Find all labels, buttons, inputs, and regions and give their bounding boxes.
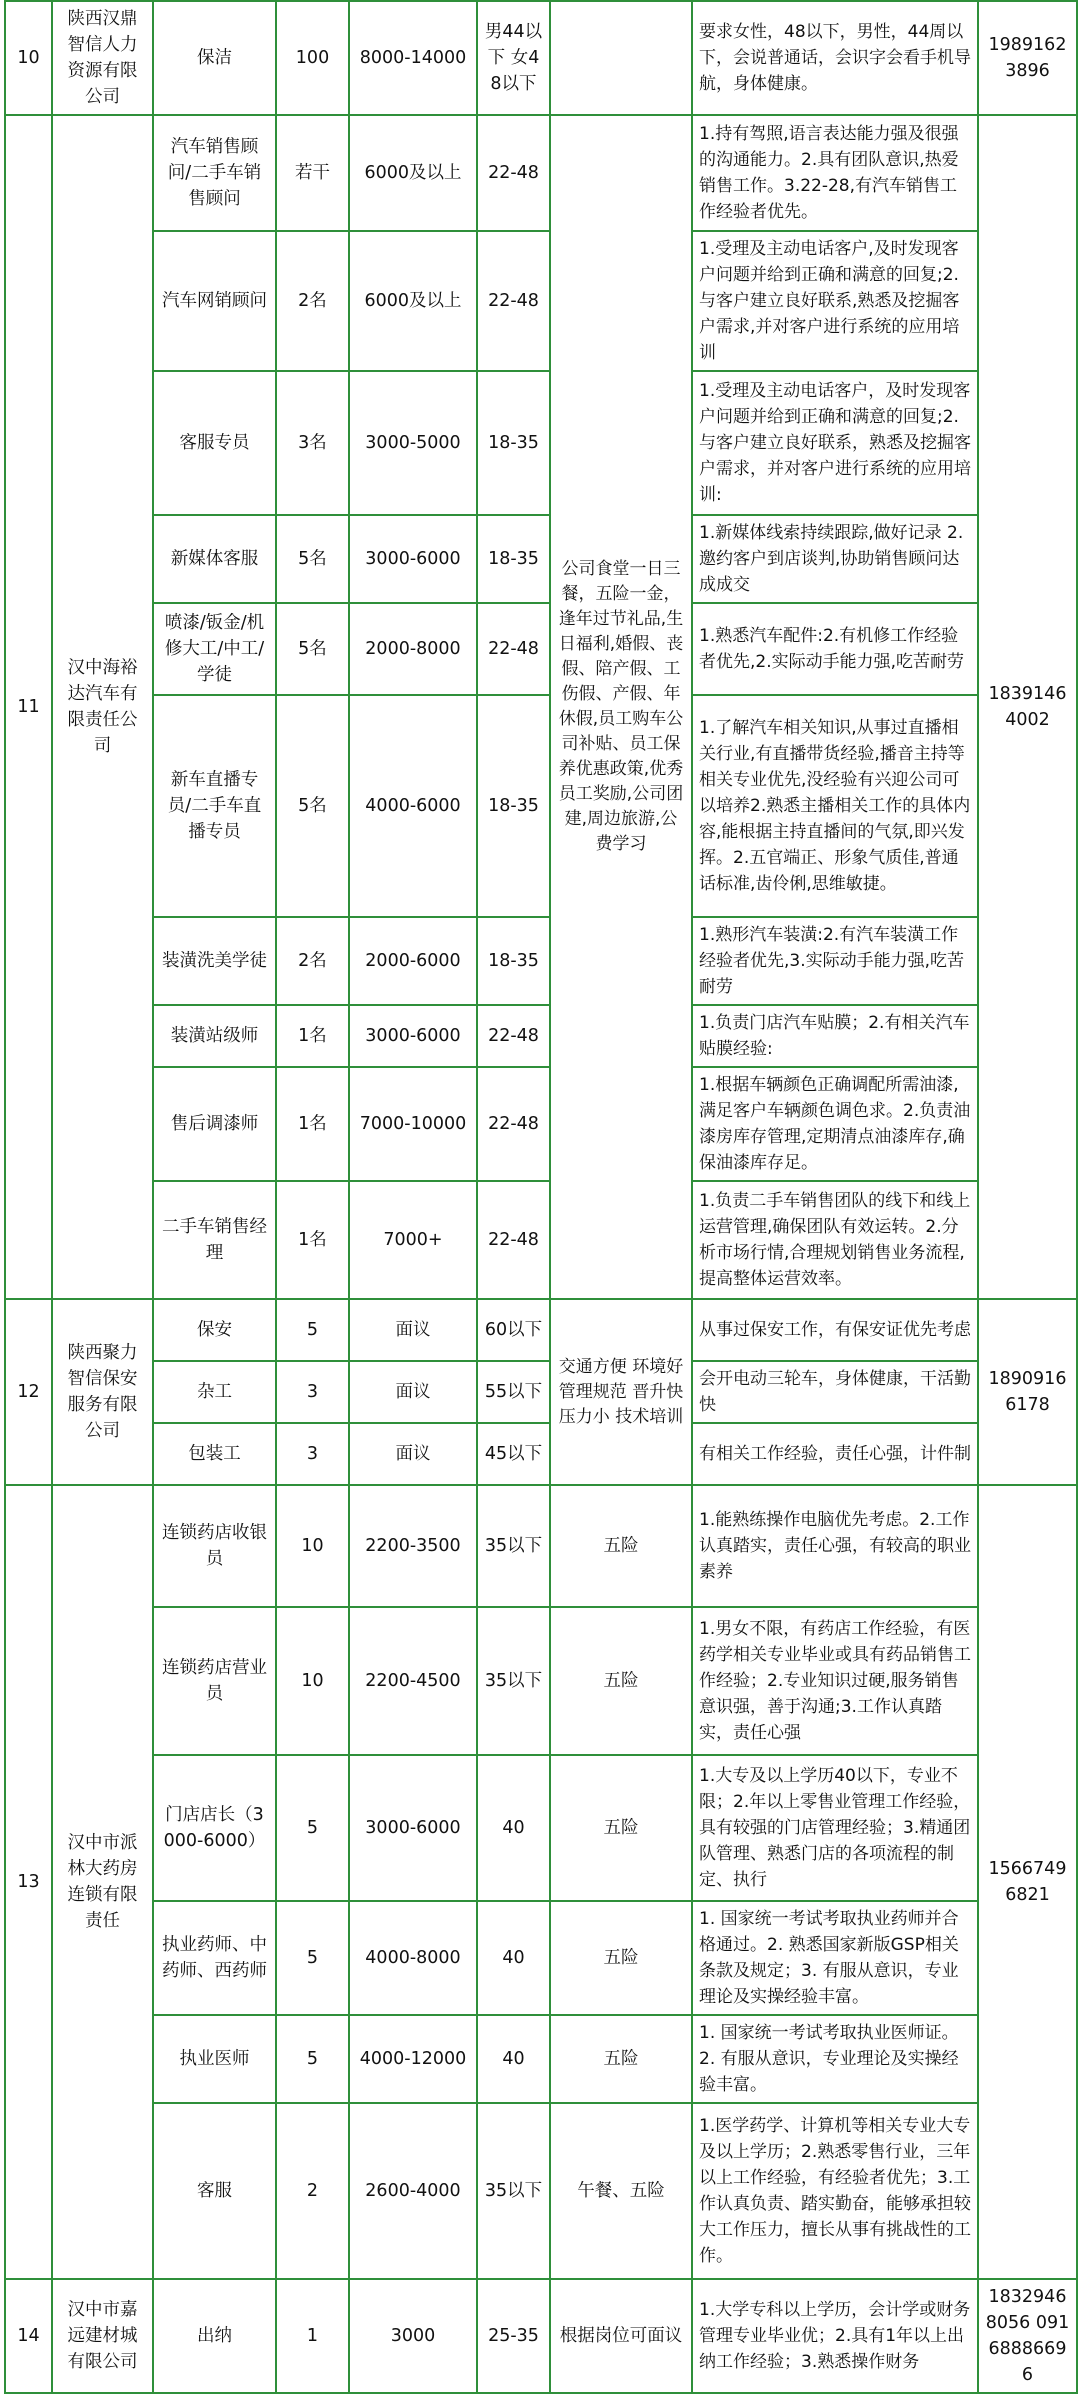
post-cell: 客服专员 bbox=[153, 371, 276, 515]
age-cell: 18-35 bbox=[477, 371, 550, 515]
count-cell: 2 bbox=[276, 2103, 349, 2279]
table-row bbox=[5, 1607, 1077, 1755]
post-cell: 新车直播专员/二手车直播专员 bbox=[153, 695, 276, 917]
row-number: 12 bbox=[5, 1299, 52, 1485]
table-row bbox=[5, 371, 1077, 515]
requirement-cell: 1.熟悉汽车配件:2.有机修工作经验者优先,2.实际动手能力强,吃苦耐劳 bbox=[692, 603, 978, 695]
requirement-cell: 要求女性，48以下，男性，44周以下，会说普通话，会识字会看手机导航，身体健康。 bbox=[692, 1, 978, 115]
age-cell: 40 bbox=[477, 2015, 550, 2103]
recruitment-table bbox=[4, 0, 1078, 2394]
age-cell: 60以下 bbox=[477, 1299, 550, 1361]
salary-cell: 2200-3500 bbox=[349, 1485, 477, 1607]
age-cell: 18-35 bbox=[477, 695, 550, 917]
phone-cell: 18329468056 09168886696 bbox=[978, 2279, 1077, 2393]
count-cell: 5名 bbox=[276, 695, 349, 917]
age-cell: 22-48 bbox=[477, 115, 550, 231]
requirement-cell: 1.受理及主动电话客户，及时发现客户问题并给到正确和满意的回复;2.与客户建立良好联系，熟悉及挖掘客户需求，并对客户进行系统的应用培训: bbox=[692, 371, 978, 515]
requirement-cell: 1. 国家统一考试考取执业医师证。2. 有服从意识，专业理论及实操经验丰富。 bbox=[692, 2015, 978, 2103]
requirement-cell: 1.熟形汽车装潢:2.有汽车装潢工作经验者优先,3.实际动手能力强,吃苦耐劳 bbox=[692, 917, 978, 1005]
age-cell: 22-48 bbox=[477, 1067, 550, 1181]
table-row bbox=[5, 1485, 1077, 1607]
age-cell: 25-35 bbox=[477, 2279, 550, 2393]
age-cell: 40 bbox=[477, 1755, 550, 1901]
benefits-cell: 五险 bbox=[550, 1607, 692, 1755]
count-cell: 1名 bbox=[276, 1067, 349, 1181]
count-cell: 3 bbox=[276, 1423, 349, 1485]
row-number: 14 bbox=[5, 2279, 52, 2393]
post-cell: 出纳 bbox=[153, 2279, 276, 2393]
salary-cell: 3000 bbox=[349, 2279, 477, 2393]
table-row bbox=[5, 1901, 1077, 2015]
age-cell: 35以下 bbox=[477, 1485, 550, 1607]
benefits-cell: 五险 bbox=[550, 1485, 692, 1607]
post-text: 喷漆/钣金/机修大工/中工/学徒 bbox=[164, 613, 265, 685]
salary-cell: 2200-4500 bbox=[349, 1607, 477, 1755]
salary-cell: 3000-6000 bbox=[349, 1755, 477, 1901]
age-cell: 45以下 bbox=[477, 1423, 550, 1485]
salary-cell: 面议 bbox=[349, 1423, 477, 1485]
post-cell: 装潢洗美学徒 bbox=[153, 917, 276, 1005]
post-cell: 包装工 bbox=[153, 1423, 276, 1485]
requirement-cell: 从事过保安工作，有保安证优先考虑 bbox=[692, 1299, 978, 1361]
requirement-cell: 1.男女不限，有药店工作经验，有医药学相关专业毕业或具有药品销售工作经验；2.专业知识过硬,服务销售意识强，善于沟通;3.工作认真踏实，责任心强 bbox=[692, 1607, 978, 1755]
post-cell: 客服 bbox=[153, 2103, 276, 2279]
table-row bbox=[5, 1299, 1077, 1361]
post-cell: 保安 bbox=[153, 1299, 276, 1361]
salary-cell: 2600-4000 bbox=[349, 2103, 477, 2279]
salary-cell: 4000-8000 bbox=[349, 1901, 477, 2015]
requirement-cell: 会开电动三轮车，身体健康，干活勤快 bbox=[692, 1361, 978, 1423]
table-row bbox=[5, 2015, 1077, 2103]
age-cell: 55以下 bbox=[477, 1361, 550, 1423]
benefits-cell: 公司食堂一日三餐，五险一金，逢年过节礼品,生日福利,婚假、丧假、陪产假、工伤假、产假、年休假,员工购车公司补贴、员工保养优惠政策,优秀员工奖励,公司团建,周边旅游,公费学习 bbox=[550, 115, 692, 1299]
table-row bbox=[5, 2103, 1077, 2279]
table-row bbox=[5, 1361, 1077, 1423]
row-number: 11 bbox=[5, 115, 52, 1299]
age-cell: 男44以下 女48以下 bbox=[477, 1, 550, 115]
requirement-cell: 1.根据车辆颜色正确调配所需油漆,满足客户车辆颜色调色求。2.负责油漆房库存管理,定期清点油漆库存,确保油漆库存足。 bbox=[692, 1067, 978, 1181]
benefits-cell: 午餐、五险 bbox=[550, 2103, 692, 2279]
age-cell: 35以下 bbox=[477, 2103, 550, 2279]
post-cell: 新媒体客服 bbox=[153, 515, 276, 603]
salary-cell: 6000及以上 bbox=[349, 231, 477, 371]
age-cell: 18-35 bbox=[477, 917, 550, 1005]
count-cell: 若干 bbox=[276, 115, 349, 231]
requirement-cell: 1.医学药学、计算机等相关专业大专及以上学历；2.熟悉零售行业，三年以上工作经验，有经验者优先；3.工作认真负责、踏实勤奋，能够承担较大工作压力，擅长从事有挑战性的工作。 bbox=[692, 2103, 978, 2279]
requirement-cell: 1.能熟练操作电脑优先考虑。2.工作认真踏实，责任心强，有较高的职业素养 bbox=[692, 1485, 978, 1607]
benefits-cell: 根据岗位可面议 bbox=[550, 2279, 692, 2393]
table-row bbox=[5, 515, 1077, 603]
salary-cell: 2000-8000 bbox=[349, 603, 477, 695]
count-cell: 5 bbox=[276, 2015, 349, 2103]
requirement-cell: 1.负责门店汽车贴膜；2.有相关汽车贴膜经验: bbox=[692, 1005, 978, 1067]
company-cell: 汉中市派林大药房连锁有限责任 bbox=[52, 1485, 153, 2279]
row-number: 10 bbox=[5, 1, 52, 115]
requirement-cell: 1.新媒体线索持续跟踪,做好记录 2.邀约客户到店谈判,协助销售顾问达成成交 bbox=[692, 515, 978, 603]
post-cell: 汽车销售顾问/二手车销售顾问 bbox=[153, 115, 276, 231]
age-cell: 22-48 bbox=[477, 603, 550, 695]
post-cell: 执业医师 bbox=[153, 2015, 276, 2103]
post-cell bbox=[153, 603, 276, 695]
count-cell: 2名 bbox=[276, 917, 349, 1005]
post-cell: 连锁药店收银员 bbox=[153, 1485, 276, 1607]
table-row bbox=[5, 1755, 1077, 1901]
salary-cell: 面议 bbox=[349, 1361, 477, 1423]
post-cell: 杂工 bbox=[153, 1361, 276, 1423]
requirement-cell: 1. 国家统一考试考取执业药师并合格通过。2. 熟悉国家新版GSP相关条款及规定；3. 有服从意识，专业理论及实操经验丰富。 bbox=[692, 1901, 978, 2015]
count-cell: 2名 bbox=[276, 231, 349, 371]
count-cell: 3 bbox=[276, 1361, 349, 1423]
table-row bbox=[5, 1, 1077, 115]
salary-cell: 面议 bbox=[349, 1299, 477, 1361]
age-cell: 22-48 bbox=[477, 1181, 550, 1299]
salary-cell: 3000-6000 bbox=[349, 1005, 477, 1067]
phone-cell: 18391464002 bbox=[978, 115, 1077, 1299]
post-cell: 二手车销售经理 bbox=[153, 1181, 276, 1299]
salary-cell: 4000-12000 bbox=[349, 2015, 477, 2103]
requirement-cell: 1.大专及以上学历40以下，专业不限；2.年以上零售业管理工作经验，具有较强的门店管理经验；3.精通团队管理、熟悉门店的各项流程的制定、执行 bbox=[692, 1755, 978, 1901]
row-number: 13 bbox=[5, 1485, 52, 2279]
requirement-cell: 1.了解汽车相关知识,从事过直播相关行业,有直播带货经验,播音主持等相关专业优先,没经验有兴迎公司可以培养2.熟悉主播相关工作的具体内容,能根据主持直播间的气氛,即兴发挥。2.五官端正、形象气质佳,普通话标准,齿伶俐,思维敏捷。 bbox=[692, 695, 978, 917]
post-cell: 售后调漆师 bbox=[153, 1067, 276, 1181]
salary-cell: 7000+ bbox=[349, 1181, 477, 1299]
salary-cell: 3000-5000 bbox=[349, 371, 477, 515]
benefits-cell: 交通方便 环境好管理规范 晋升快压力小 技术培训 bbox=[550, 1299, 692, 1485]
salary-cell: 2000-6000 bbox=[349, 917, 477, 1005]
requirement-cell: 1.负责二手车销售团队的线下和线上运营管理,确保团队有效运转。2.分析市场行情,合理规划销售业务流程,提高整体运营效率。 bbox=[692, 1181, 978, 1299]
table-row bbox=[5, 2279, 1077, 2393]
age-cell: 40 bbox=[477, 1901, 550, 2015]
count-cell: 10 bbox=[276, 1485, 349, 1607]
post-cell: 连锁药店营业员 bbox=[153, 1607, 276, 1755]
count-cell: 5 bbox=[276, 1755, 349, 1901]
count-cell: 1名 bbox=[276, 1005, 349, 1067]
company-cell: 陕西聚力智信保安服务有限公司 bbox=[52, 1299, 153, 1485]
table-row bbox=[5, 115, 1077, 231]
table-row bbox=[5, 1423, 1077, 1485]
count-cell: 1名 bbox=[276, 1181, 349, 1299]
company-cell: 陕西汉鼎智信人力资源有限公司 bbox=[52, 1, 153, 115]
age-cell: 22-48 bbox=[477, 1005, 550, 1067]
table-row bbox=[5, 231, 1077, 371]
salary-cell: 8000-14000 bbox=[349, 1, 477, 115]
benefits-cell: 五险 bbox=[550, 1901, 692, 2015]
count-cell: 5 bbox=[276, 1901, 349, 2015]
requirement-cell: 1.大学专科以上学历，会计学或财务管理专业毕业优；2.具有1年以上出纳工作经验；3.熟悉操作财务 bbox=[692, 2279, 978, 2393]
age-cell: 35以下 bbox=[477, 1607, 550, 1755]
table-row bbox=[5, 1005, 1077, 1067]
age-cell: 22-48 bbox=[477, 231, 550, 371]
benefits-cell: 五险 bbox=[550, 1755, 692, 1901]
requirement-cell: 有相关工作经验，责任心强，计件制 bbox=[692, 1423, 978, 1485]
count-cell: 1 bbox=[276, 2279, 349, 2393]
benefits-cell: 五险 bbox=[550, 2015, 692, 2103]
post-cell: 汽车网销顾问 bbox=[153, 231, 276, 371]
count-cell: 5名 bbox=[276, 515, 349, 603]
count-cell: 5名 bbox=[276, 603, 349, 695]
phone-cell: 19891623896 bbox=[978, 1, 1077, 115]
count-cell: 3名 bbox=[276, 371, 349, 515]
table-row bbox=[5, 603, 1077, 695]
benefits-cell bbox=[550, 1, 692, 115]
table-row bbox=[5, 1067, 1077, 1181]
requirement-cell: 1.持有驾照,语言表达能力强及很强的沟通能力。2.具有团队意识,热爱销售工作。3.22-28,有汽车销售工作经验者优先。 bbox=[692, 115, 978, 231]
requirement-cell: 1.受理及主动电话客户,及时发现客户问题并给到正确和满意的回复;2.与客户建立良好联系,熟悉及挖掘客户需求,并对客户进行系统的应用培训 bbox=[692, 231, 978, 371]
post-cell: 执业药师、中药师、西药师 bbox=[153, 1901, 276, 2015]
table-row bbox=[5, 695, 1077, 917]
salary-cell: 6000及以上 bbox=[349, 115, 477, 231]
post-cell: 保洁 bbox=[153, 1, 276, 115]
age-cell: 18-35 bbox=[477, 515, 550, 603]
salary-cell: 3000-6000 bbox=[349, 515, 477, 603]
post-cell: 门店店长（3000-6000） bbox=[153, 1755, 276, 1901]
count-cell: 5 bbox=[276, 1299, 349, 1361]
count-cell: 100 bbox=[276, 1, 349, 115]
phone-cell: 15667496821 bbox=[978, 1485, 1077, 2279]
salary-cell: 4000-6000 bbox=[349, 695, 477, 917]
table-row bbox=[5, 917, 1077, 1005]
company-cell: 汉中海裕达汽车有限责任公司 bbox=[52, 115, 153, 1299]
post-cell: 装潢站级师 bbox=[153, 1005, 276, 1067]
phone-cell: 18909166178 bbox=[978, 1299, 1077, 1485]
company-cell: 汉中市嘉远建材城有限公司 bbox=[52, 2279, 153, 2393]
salary-cell: 7000-10000 bbox=[349, 1067, 477, 1181]
count-cell: 10 bbox=[276, 1607, 349, 1755]
table-row bbox=[5, 1181, 1077, 1299]
